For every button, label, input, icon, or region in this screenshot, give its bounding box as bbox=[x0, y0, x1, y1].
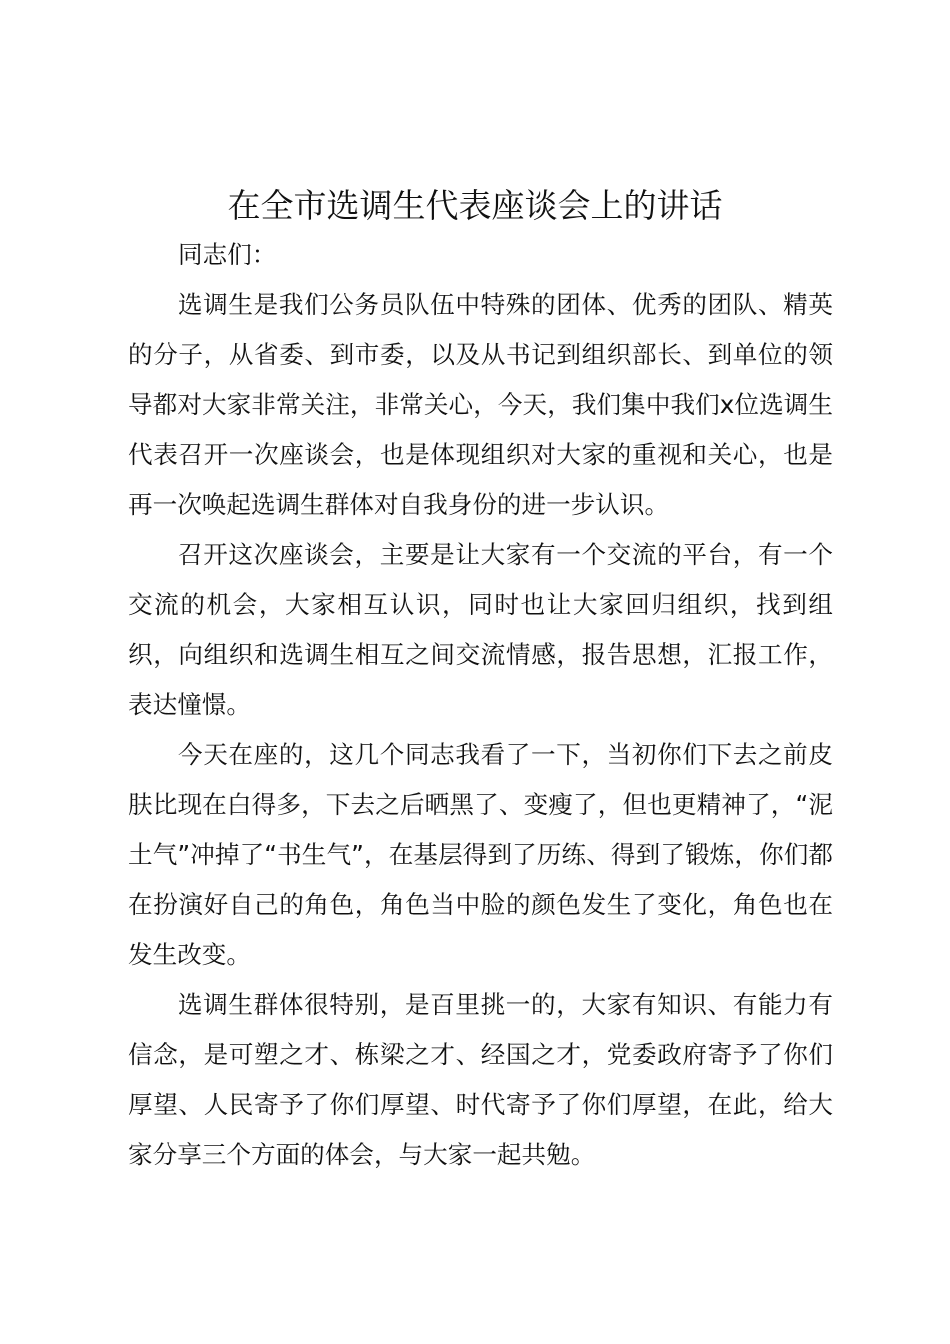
paragraph-3: 今天在座的，这几个同志我看了一下，当初你们下去之前皮肤比现在白得多，下去之后晒黑了、变瘦了，但也更精神了，“泥土气”冲掉了“书生气”，在基层得到了历练、得到了锻炼，你们都在扮演好自己的角色，角色当中脸的颜色发生了变化，角色也在发生改变。 bbox=[128, 740, 833, 969]
paragraph-2: 召开这次座谈会，主要是让大家有一个交流的平台，有一个交流的机会，大家相互认识，同时也让大家回归组织，找到组织，向组织和选调生相互之间交流情感，报告思想，汇报工作，表达憧憬。 bbox=[128, 540, 833, 719]
paragraph-1: 选调生是我们公务员队伍中特殊的团体、优秀的团队、精英的分子，从省委、到市委，以及从书记到组织部长、到单位的领导都对大家非常关注，非常关心，今天，我们集中我们x位选调生代表召开一次座谈会，也是体现组织对大家的重视和关心，也是再一次唤起选调生群体对自我身份的进一步认识。 bbox=[128, 290, 833, 519]
document-body bbox=[128, 230, 833, 1180]
paragraph-4: 选调生群体很特别，是百里挑一的，大家有知识、有能力有信念，是可塑之才、栋梁之才、经国之才，党委政府寄予了你们厚望、人民寄予了你们厚望、时代寄予了你们厚望，在此，给大家分享三个方面的体会，与大家一起共勉。 bbox=[128, 990, 833, 1169]
document-title: 在全市选调生代表座谈会上的讲话 bbox=[227, 186, 723, 225]
salutation: 同志们： bbox=[178, 240, 277, 269]
